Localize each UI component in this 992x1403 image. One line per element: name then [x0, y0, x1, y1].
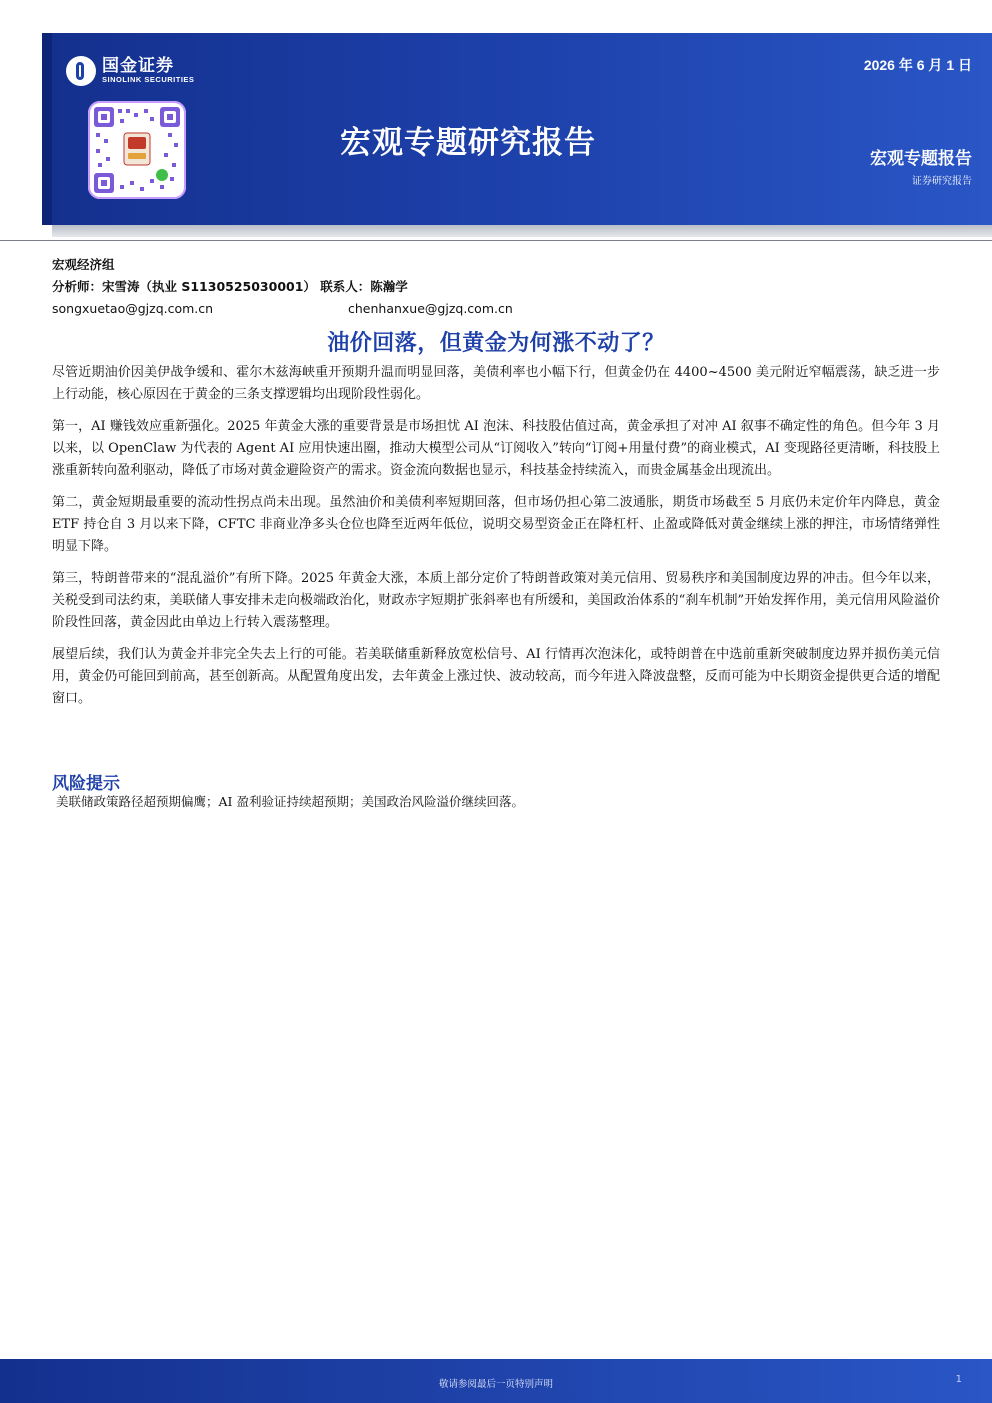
- paragraph: 展望后续，我们认为黄金并非完全失去上行的可能。若美联储重新释放宽松信号、AI 行情再次泡沫化，或特朗普在中选前重新突破制度边界并损伤美元信用，黄金仍可能回到前高，甚至创新高。从配置角度出发，去年黄金上涨过快、波动较高，而今年进入降波盘整，反而可能为中长期资金提供更合适的增配窗口。: [52, 647, 940, 706]
- contact-email[interactable]: chenhanxue@gjzq.com.cn: [348, 301, 513, 316]
- paragraph: 尽管近期油价因美伊战争缓和、霍尔木兹海峡重开预期升温而明显回落，美债利率也小幅下行，但黄金仍在 4400~4500 美元附近窄幅震荡，缺乏进一步上行动能，核心原因在于黄金的三条支撑逻辑均出现阶段性弱化。: [52, 365, 940, 402]
- paragraph: 第一，AI 赚钱效应重新强化。2025 年黄金大涨的重要背景是市场担忧 AI 泡沫、科技股估值过高，黄金承担了对冲 AI 叙事不确定性的角色。但今年 3 月以来，以 OpenClaw 为代表的 Agent AI 应用快速出圈，推动大模型公司从“订阅收入”转向“订阅+用量付费”的商业模式，AI 变现路径更清晰，科技股上涨重新转向盈利驱动，降低了市场对黄金避险资产的需求。资金流向数据也显示，科技基金持续流入，而贵金属基金出现流出。: [52, 419, 940, 478]
- footer-disclaimer[interactable]: 敬请参阅最后一页特别声明: [438, 1379, 553, 1390]
- page-number: 1: [955, 1374, 962, 1385]
- header-divider: [0, 240, 992, 241]
- qr-code-icon: [88, 101, 186, 199]
- logo-name-en: SINOLINK SECURITIES: [102, 75, 195, 84]
- paragraph: 第三，特朗普带来的“混乱溢价”有所下降。2025 年黄金大涨，本质上部分定价了特朗普政策对美元信用、贸易秩序和美国制度边界的冲击。但今年以来，关税受到司法约束，美联储人事安排未走向极端政治化，财政赤字短期扩张斜率也有所缓和，美国政治体系的“刹车机制”开始发挥作用，美元信用风险溢价阶段性回落，黄金因此由单边上行转入震荡整理。: [52, 571, 940, 630]
- banner-shadow: [52, 225, 992, 237]
- report-type: 宏观专题报告: [870, 149, 972, 169]
- author-block: [52, 254, 513, 320]
- company-logo: [66, 56, 194, 86]
- risk-heading: 风险提示: [52, 774, 120, 794]
- research-group: 宏观经济组: [52, 257, 115, 272]
- analyst-line: 分析师：宋雪涛（执业 S1130525030001） 联系人：陈瀚学: [52, 279, 408, 294]
- banner-left-strip: [42, 33, 52, 225]
- risk-text: 美联储政策路径超预期偏鹰；AI 盈利验证持续超预期；美国政治风险溢价继续回落。: [56, 794, 524, 809]
- report-series-title: 宏观专题研究报告: [340, 125, 596, 161]
- report-date: 2026 年 6 月 1 日: [863, 57, 972, 73]
- logo-name-cn: 国金证券: [102, 56, 174, 76]
- article-body: [52, 362, 940, 720]
- logo-mark-icon: [66, 56, 96, 86]
- report-subtype: 证券研究报告: [912, 176, 972, 187]
- email-row: [52, 298, 513, 320]
- analyst-email[interactable]: songxuetao@gjzq.com.cn: [52, 301, 214, 316]
- paragraph: 第二，黄金短期最重要的流动性拐点尚未出现。虽然油价和美债利率短期回落，但市场仍担心第二波通胀，期货市场截至 5 月底仍未定价年内降息，黄金 ETF 持仓自 3 月以来下降，CFTC 非商业净多头仓位也降至近两年低位，说明交易型资金正在降杠杆、止盈或降低对黄金继续上涨的押注，市场情绪弹性明显下降。: [52, 495, 940, 554]
- article-title: 油价回落，但黄金为何涨不动了？: [327, 331, 665, 356]
